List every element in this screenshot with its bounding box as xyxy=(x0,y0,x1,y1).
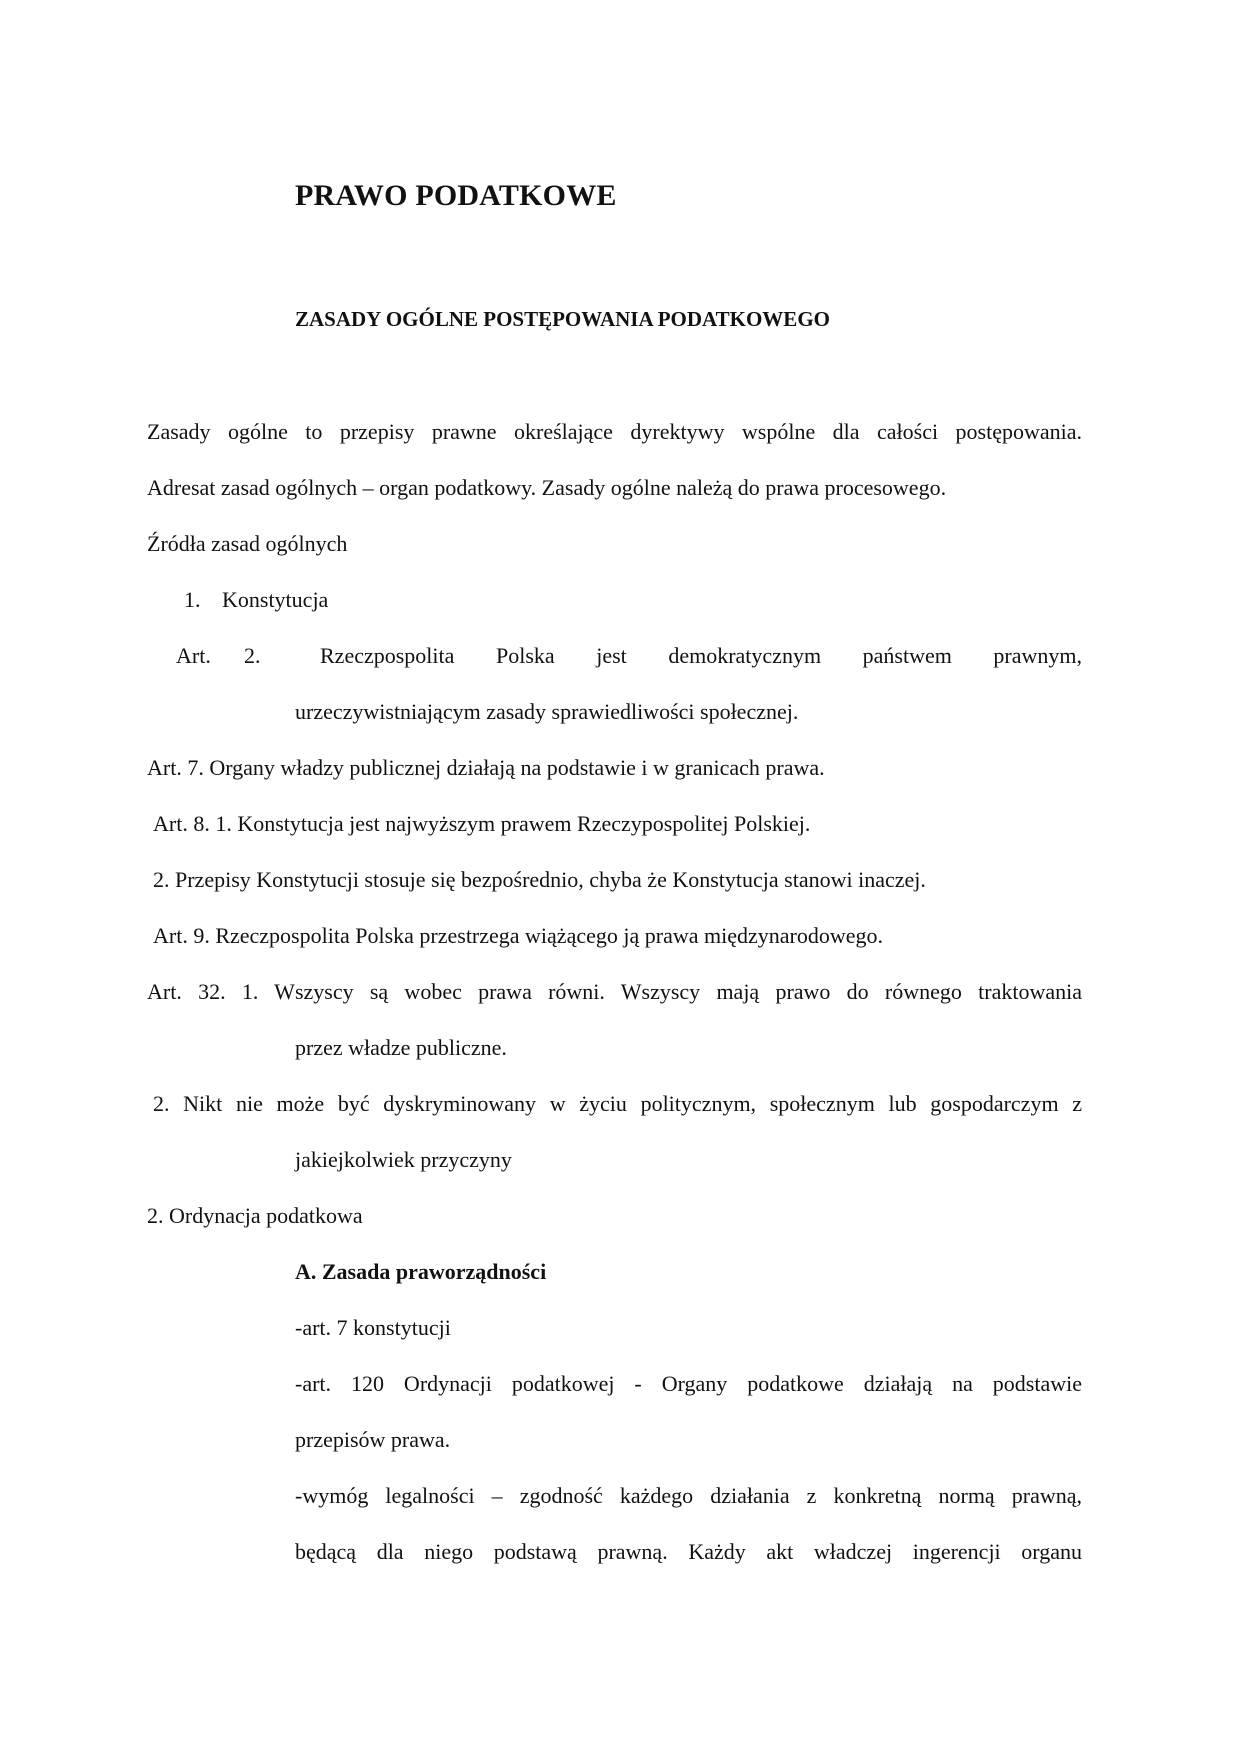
art8-para-1: Art. 8. 1. Konstytucja jest najwyższym prawem Rzeczypospolitej Polskiej. xyxy=(153,811,811,836)
art32-para-2-line-1: 2. Nikt nie może być dyskryminowany w życiu politycznym, społecznym lub gospodarczym z xyxy=(153,1091,1082,1116)
art9: Art. 9. Rzeczpospolita Polska przestrzega wiążącego ją prawa międzynarodowego. xyxy=(153,923,883,948)
art7: Art. 7. Organy władzy publicznej działają na podstawie i w granicach prawa. xyxy=(147,755,825,780)
art2-text-line-2: urzeczywistniającym zasady sprawiedliwości społecznej. xyxy=(295,699,799,724)
art8-para-2: 2. Przepisy Konstytucji stosuje się bezpośrednio, chyba że Konstytucja stanowi inaczej. xyxy=(153,867,926,892)
intro-line-3: Źródła zasad ogólnych xyxy=(147,531,348,556)
document-subtitle: ZASADY OGÓLNE POSTĘPOWANIA PODATKOWEGO xyxy=(295,307,830,331)
document-title: PRAWO PODATKOWE xyxy=(295,179,617,212)
art2-number: 2. xyxy=(244,643,261,668)
list-item-1-number: 1. xyxy=(184,587,201,612)
art32-para-1-line-1: Art. 32. 1. Wszyscy są wobec prawa równi. Wszyscy mają prawo do równego traktowania xyxy=(147,979,1082,1004)
art2-text-line-1: Rzeczpospolita Polska jest demokratycznym państwem prawnym, xyxy=(320,643,1082,668)
section-a-item-2-line-1: -art. 120 Ordynacji podatkowej - Organy podatkowe działają na podstawie xyxy=(295,1371,1082,1396)
art32-para-1-line-2: przez władze publiczne. xyxy=(295,1035,507,1060)
intro-line-1: Zasady ogólne to przepisy prawne określające dyrektywy wspólne dla całości postępowania. xyxy=(147,419,1082,444)
section-a-item-3-line-1: -wymóg legalności – zgodność każdego działania z konkretną normą prawną, xyxy=(295,1483,1082,1508)
list-item-2: 2. Ordynacja podatkowa xyxy=(147,1203,363,1228)
intro-line-2: Adresat zasad ogólnych – organ podatkowy. Zasady ogólne należą do prawa procesowego. xyxy=(147,475,947,500)
section-a-item-3-line-2: będącą dla niego podstawą prawną. Każdy akt władczej ingerencji organu xyxy=(295,1539,1082,1564)
section-a-item-1: -art. 7 konstytucji xyxy=(295,1315,451,1340)
section-a-heading: A. Zasada praworządności xyxy=(295,1259,547,1284)
section-a-item-2-line-2: przepisów prawa. xyxy=(295,1427,451,1452)
art32-para-2-line-2: jakiejkolwiek przyczyny xyxy=(295,1147,512,1172)
art2-label: Art. xyxy=(176,643,211,668)
list-item-1-label: Konstytucja xyxy=(222,587,329,612)
